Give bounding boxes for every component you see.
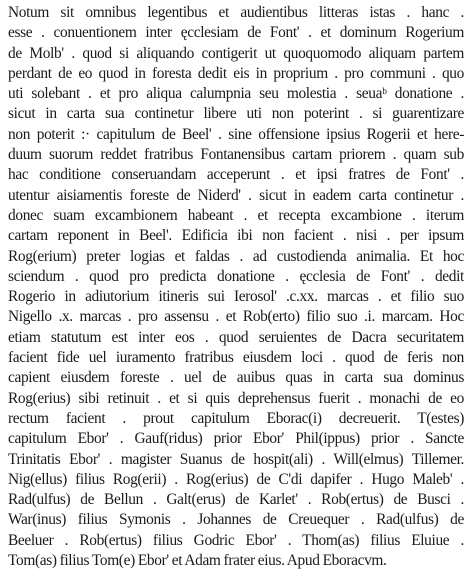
text-line: non poterit :· capitulum de Beel' . sine offensione ipsius Rogerii et here- (8, 125, 464, 143)
text-line: Nigello .x. marcas . pro assensu . et Rob(erto) filio suo .i. marcam. Hoc (8, 308, 464, 326)
text-line-last: Tom(as) filius Tom(e) Ebor' et Adam frater eius. Apud Eboracvm. (8, 552, 387, 570)
text-line: sicut in carta sua continetur libere uti non poterint . si guarentizare (8, 105, 464, 123)
text-line: de Molb' . quod si aliquando contigerit ut quoquomodo aliquam partem (8, 44, 464, 62)
text-line: uti solebant . et pro aliqua calumpnia seu molestia . seuaᵇ donatione . (8, 85, 464, 103)
text-line: utentur aisiamentis foreste de Niderd' . sicut in eadem carta continetur . (8, 186, 464, 204)
text-line: Rog(erium) preter logias et faldas . ad custodienda animalia. Et hoc (8, 247, 464, 265)
text-line: War(inus) filius Symonis . Johannes de Creuequer . Rad(ulfus) de (8, 511, 464, 529)
text-line: Rad(ulfus) de Bellun . Galt(erus) de Karlet' . Rob(ertus) de Busci . (8, 491, 464, 509)
text-line: donec suam excambionem habeant . et recepta excambione . iterum (8, 206, 464, 224)
text-line: etiam statutum est inter eos . quod seruientes de Dacra securitatem (8, 328, 464, 346)
text-line: Trinitatis Ebor' . magister Suanus de hospit(ali) . Will(elmus) Tillemer. (8, 450, 464, 468)
text-line: esse . conuentionem inter ęcclesiam de Font' . et dominum Rogerium (8, 24, 464, 42)
text-line: rectum facient . prout capitulum Eborac(i) decreuerit. T(estes) (8, 409, 464, 427)
text-line: hac conditione conseruandam acceperunt . et ipsi fratres de Font' . (8, 166, 464, 184)
text-line: cartam reponent in Beel'. Edificia ibi non facient . nisi . per ipsum (8, 227, 464, 245)
text-line: Nig(ellus) filius Rog(erii) . Rog(erius) de C'di dapifer . Hugo Maleb' . (8, 470, 464, 488)
text-line: Rog(erius) sibi retinuit . et si quis deprehensus fuerit . monachi de eo (8, 389, 464, 407)
text-line: facient fide uel iuramento fratribus eiusdem loci . quod de feris non (8, 349, 464, 367)
text-line: capient eiusdem foreste . uel de auibus quas in carta sua dominus (8, 369, 464, 387)
text-line: capitulum Ebor' . Gauf(ridus) prior Ebor' Phil(ippus) prior . Sancte (8, 430, 464, 448)
text-line: duum suorum reddet fratribus Fontanensibus cartam priorem . quam sub (8, 146, 464, 164)
text-line: Rogerio in adiutorium itineris sui Ierosol' .c.xx. marcas . et filio suo (8, 288, 464, 306)
charter-text-block (8, 3, 464, 571)
text-line: Beeluer . Rob(ertus) filius Godric Ebor' . Thom(as) filius Eluiue . (8, 531, 464, 549)
text-line: sciendum . quod pro predicta donatione . ęcclesia de Font' . dedit (8, 267, 464, 285)
text-line: Notum sit omnibus legentibus et audientibus litteras istas . hanc . (8, 4, 464, 21)
text-line: perdant de eo quod in foresta dedit eis in proprium . pro communi . quo (8, 64, 464, 82)
